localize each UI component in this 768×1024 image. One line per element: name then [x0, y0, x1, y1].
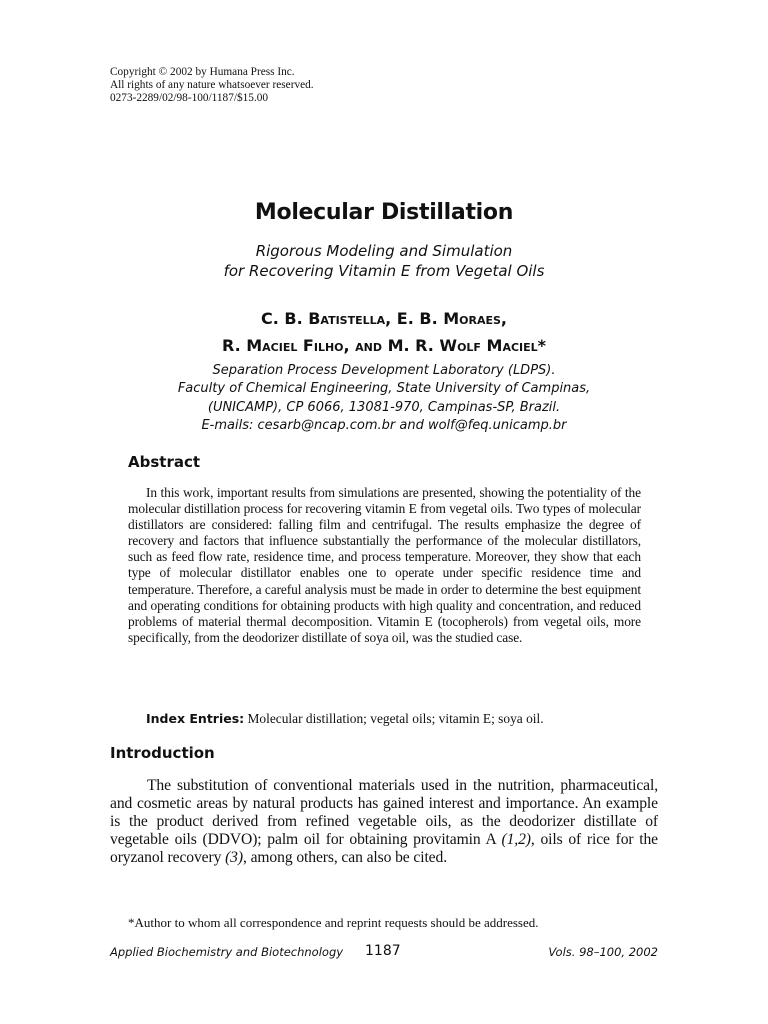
page-number: 1187 — [365, 943, 401, 959]
abstract-heading: Abstract — [128, 453, 201, 471]
index-entries-label: Index Entries: — [146, 711, 245, 726]
affiliation — [0, 362, 768, 435]
affiliation-line: Faculty of Chemical Engineering, State University of Campinas, — [177, 381, 591, 397]
copyright-line: Copyright © 2002 by Humana Press Inc. — [110, 66, 295, 78]
article-subtitle — [0, 241, 768, 281]
subtitle-line: Rigorous Modeling and Simulation — [255, 242, 513, 260]
volume-info: Vols. 98–100, 2002 — [548, 945, 658, 959]
intro-text-part: , oils of rice for the oryzanol recovery — [110, 831, 658, 867]
index-entries — [146, 711, 646, 727]
reference-citation: (3) — [225, 849, 243, 867]
intro-text-part: , among others, can also be cited. — [242, 849, 448, 867]
page-footer — [110, 943, 658, 963]
correspondence-footnote: *Author to whom all correspondence and reprint requests should be addressed. — [128, 915, 539, 930]
introduction-text — [110, 777, 658, 867]
author-line: R. Maciel Filho, and M. R. Wolf Maciel* — [221, 336, 547, 355]
email-line: E-mails: cesarb@ncap.com.br and wolf@feq.unicamp.br — [201, 417, 567, 433]
intro-text-part: The substitution of conventional materials used in the nutrition, pharmaceutical, and cosmetic areas by natural products has gained interest and importance. An example is the product derived from refined vegetable oils, as the deodorizer distillate of vegetable oils (DDVO); palm oil for obtaining provitamin A — [110, 777, 658, 849]
introduction-heading: Introduction — [110, 744, 215, 762]
author-list — [0, 305, 768, 359]
rights-line: All rights of any nature whatsoever reserved. — [110, 79, 314, 91]
copyright-notice — [110, 66, 510, 105]
author-line: C. B. Batistella, E. B. Moraes, — [261, 309, 507, 328]
article-title: Molecular Distillation — [254, 200, 514, 225]
abstract-text: In this work, important results from simulations are presented, showing the potentiality of the molecular distillation process for recovering vitamin E from vegetal oils. Two types of molecular distillators are considered: falling film and centrifugal. The results emphasize the degree of recovery and factors that influence substantially the performance of the molecular distillators, such as feed flow rate, residence time, and process temperature. Moreover, they show that each type of molecular distillator enables one to operate under specific residence time and temperature. Therefore, a careful analysis must be made in order to determine the best equipment and operating conditions for obtaining products with high quality and concentration, and reduced problems of material thermal decomposition. Vitamin E (tocopherols) from vegetal oils, more specifically, from the deodorizer distillate of soya oil, was the studied case. — [128, 485, 641, 645]
affiliation-line: Separation Process Development Laboratory (LDPS). — [212, 363, 556, 378]
index-entries-text: Molecular distillation; vegetal oils; vitamin E; soya oil. — [244, 711, 544, 726]
issn-line: 0273-2289/02/98-100/1187/$15.00 — [110, 92, 269, 104]
reference-citation: (1,2) — [501, 831, 531, 849]
subtitle-line: for Recovering Vitamin E from Vegetal Oils — [223, 262, 545, 280]
journal-name: Applied Biochemistry and Biotechnology — [110, 945, 344, 959]
affiliation-line: (UNICAMP), CP 6066, 13081-970, Campinas-SP, Brazil. — [207, 399, 561, 415]
